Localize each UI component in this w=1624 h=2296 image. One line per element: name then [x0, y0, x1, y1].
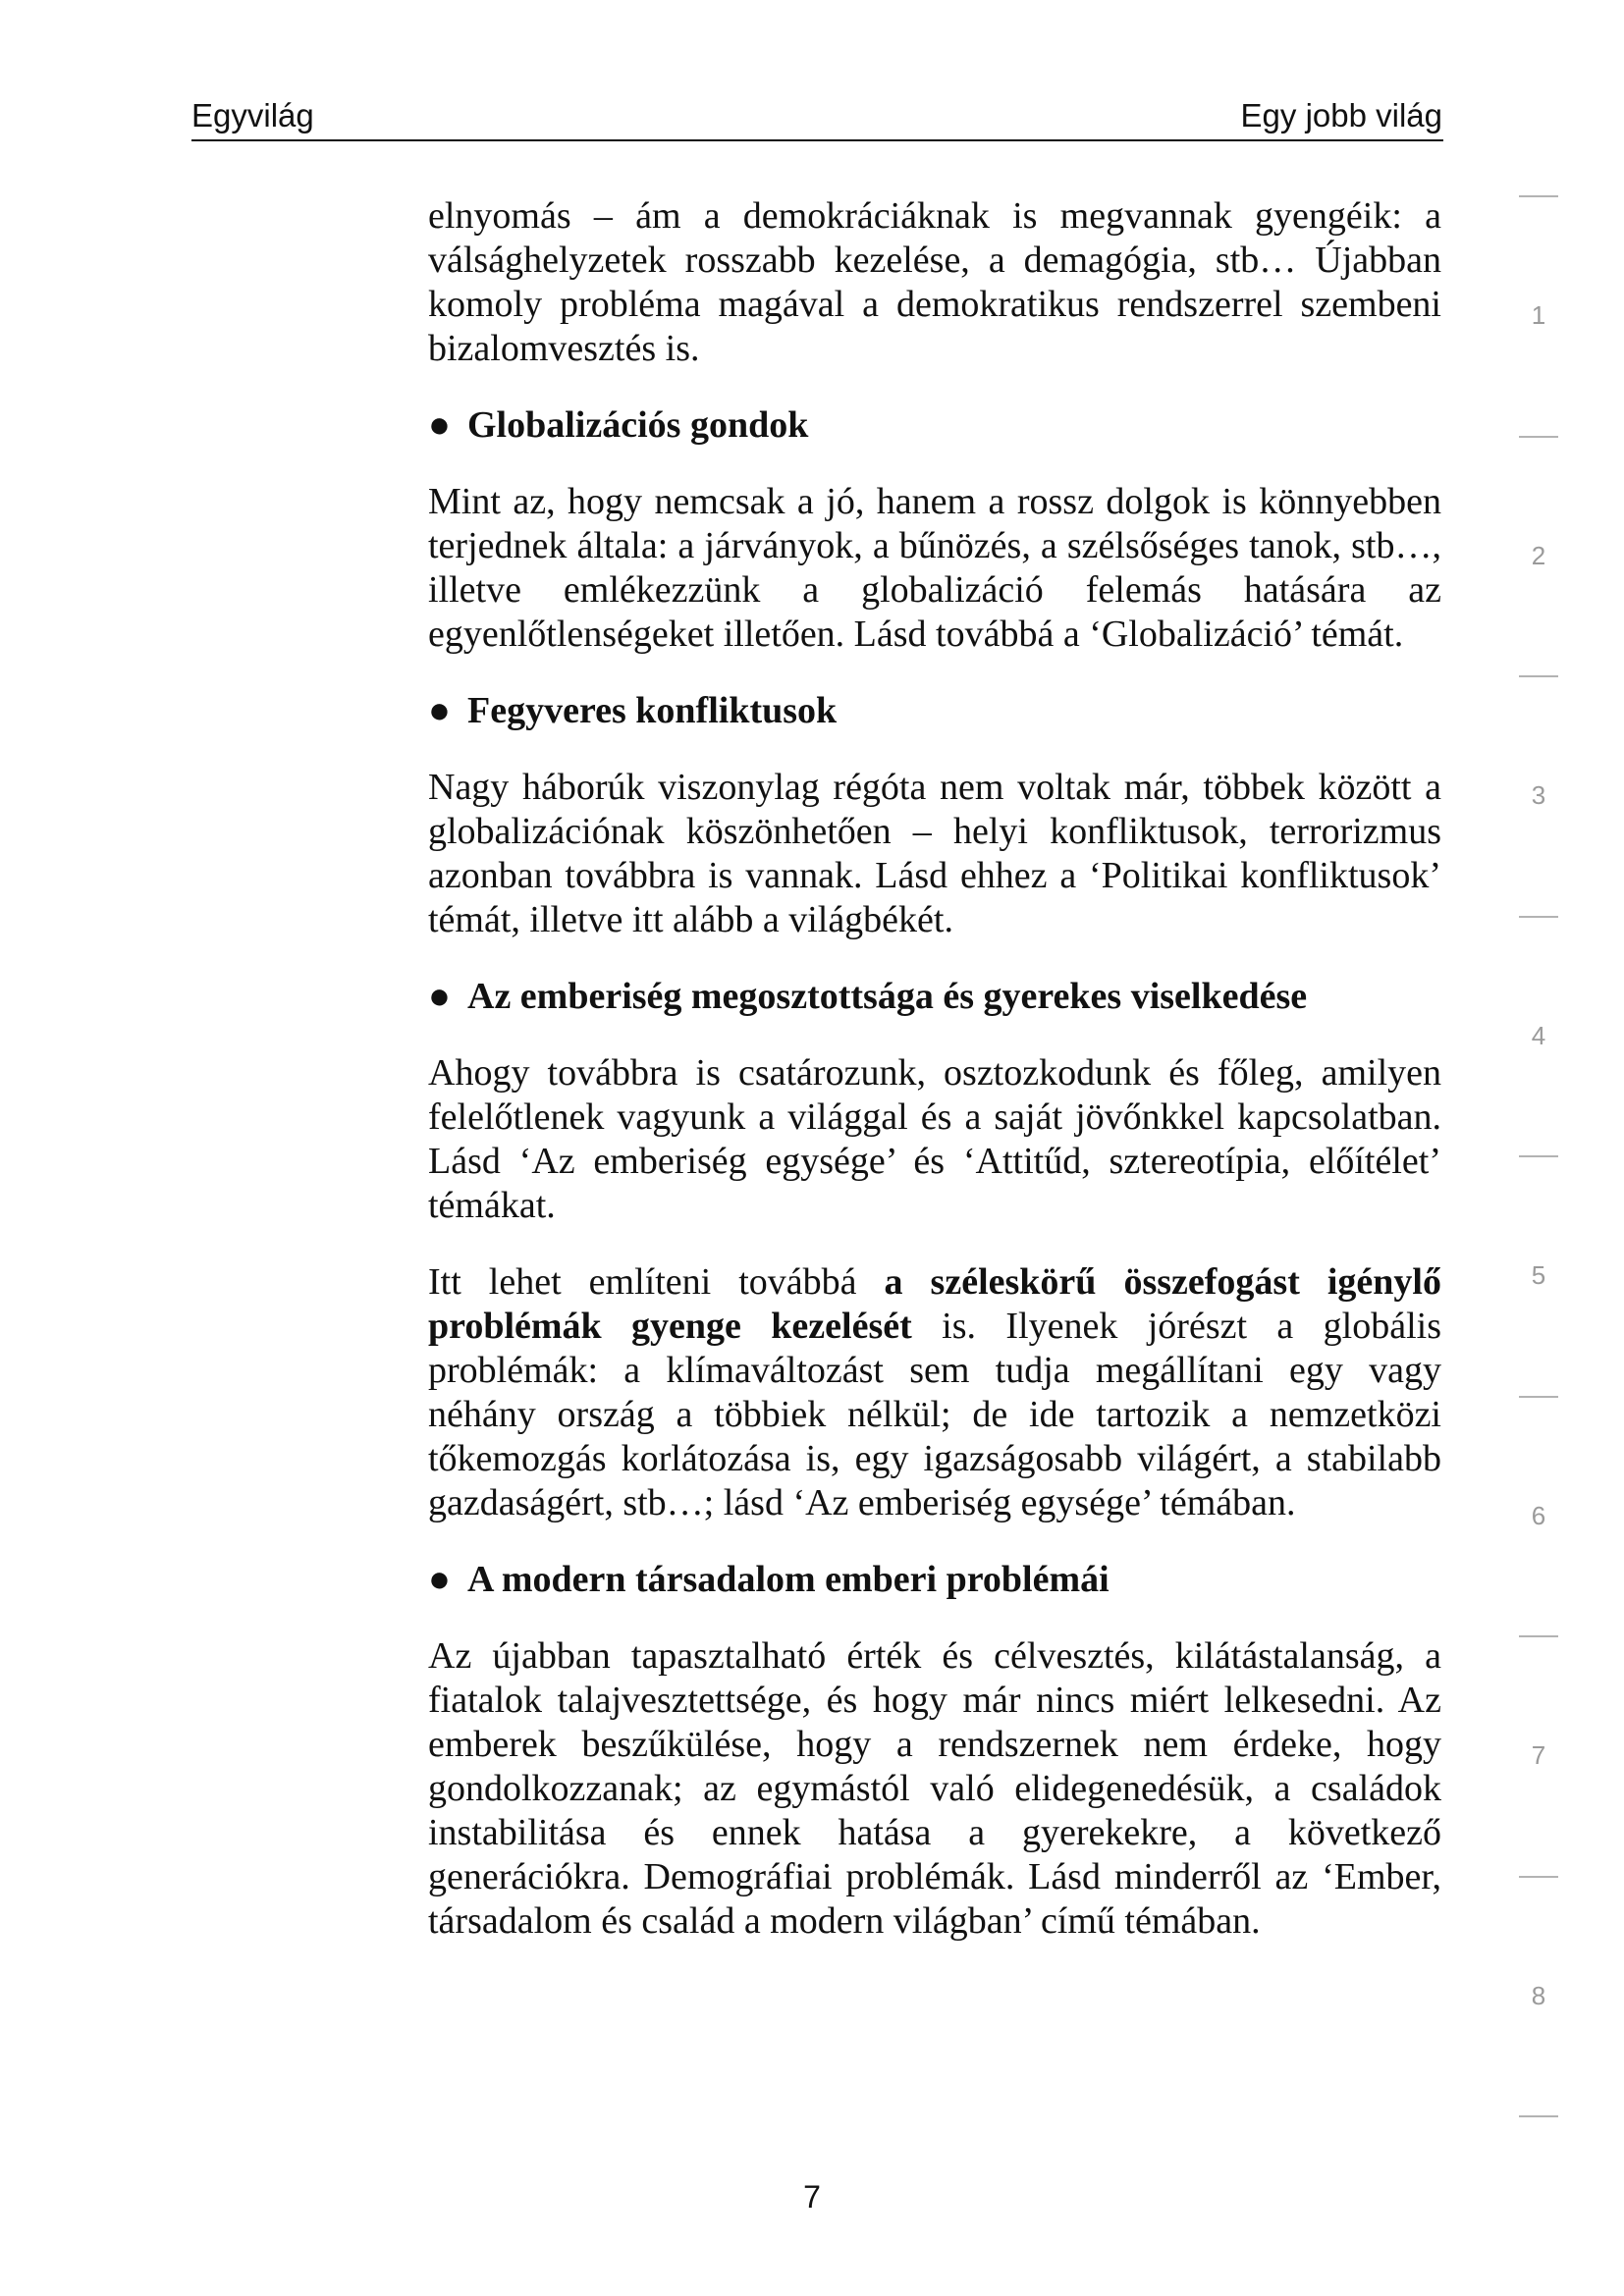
- paragraph-osszefogas: [428, 1260, 1441, 1525]
- section-heading-megosztottsag: [428, 975, 1441, 1019]
- margin-number: 5: [1531, 1260, 1546, 1290]
- margin-line-ruler: [1514, 0, 1563, 2296]
- margin-tick: [1519, 916, 1558, 918]
- margin-number: 1: [1531, 300, 1546, 330]
- paragraph-intro: elnyomás – ám a demokráciáknak is megvannak gyengéik: a válsághelyzetek rosszabb kezelése, a demagógia, stb… Újabban komoly probléma magával a demokratikus rendszerrel szembeni bizalomvesztés is.: [428, 195, 1441, 369]
- margin-tick: [1519, 2115, 1558, 2117]
- bullet-icon: ●: [428, 976, 451, 1017]
- margin-number: 2: [1531, 541, 1546, 570]
- margin-tick: [1519, 436, 1558, 438]
- paragraph-globalizacio: Mint az, hogy nemcsak a jó, hanem a rossz dolgok is könnyebben terjednek általa: a járványok, a bűnözés, a szélsőséges tanok, stb…, illetve emlékezzünk a globalizáció felemás hatására az egyenlőtlenségeket illetően. Lásd továbbá a ‘Globalizáció’ témát.: [428, 481, 1441, 655]
- text-run: Itt lehet említeni továbbá: [428, 1261, 885, 1303]
- section-heading-globalizacio: [428, 403, 1441, 448]
- bullet-icon: ●: [428, 404, 451, 446]
- running-header-left: Egyvilág: [191, 97, 314, 133]
- heading-text: A modern társadalom emberi problémái: [467, 1559, 1110, 1600]
- paragraph-konfliktusok: Nagy háborúk viszonylag régóta nem voltak már, többek között a globalizációnak köszönhetően – helyi konfliktusok, terrorizmus azonban továbbra is vannak. Lásd ehhez a ‘Politikai konfliktusok’ témát, illetve itt alább a világbékét.: [428, 767, 1441, 940]
- section-heading-konfliktusok: [428, 689, 1441, 733]
- text-run-bold: a széleskörű összefogást igénylő problémák gyenge kezelését: [428, 1261, 1441, 1347]
- heading-text: Fegyveres konfliktusok: [467, 690, 838, 731]
- page-number: 7: [803, 2179, 821, 2215]
- margin-tick: [1519, 675, 1558, 677]
- bullet-icon: ●: [428, 690, 451, 731]
- margin-number: 6: [1531, 1501, 1546, 1530]
- margin-tick: [1519, 1155, 1558, 1157]
- header-rule: [191, 139, 1443, 141]
- paragraph-modern-tarsadalom: Az újabban tapasztalható érték és célvesztés, kilátástalanság, a fiatalok talajvesztettsége, és hogy már nincs miért lelkesedni. Az emberek beszűkülése, hogy a rendszernek nem érdeke, hogy gondolkozzanak; az egymástól való elidegenedésük, a családok instabilitása és ennek hatása a gyerekekre, a következő generációkra. Demográfiai problémák. Lásd minderről az ‘Ember, társadalom és család a modern világban’ című témában.: [428, 1635, 1441, 1942]
- margin-number: 8: [1531, 1981, 1546, 2010]
- margin-tick: [1519, 1876, 1558, 1878]
- margin-tick: [1519, 195, 1558, 197]
- body-text: [428, 194, 1441, 1976]
- section-heading-modern-tarsadalom: [428, 1558, 1441, 1602]
- text-run: is. Ilyenek jórészt a globális problémák: a klímaváltozást sem tudja megállítani egy vagy néhány ország a többiek nélkül; de ide tartozik a nemzetközi tőkemozgás korlátozása is, egy igazságosabb világért, a stabilabb gazdaságért, stb…; lásd ‘Az emberiség egysége’ témában.: [428, 1306, 1441, 1523]
- heading-text: Az emberiség megosztottsága és gyerekes viselkedése: [467, 976, 1308, 1017]
- running-header-right: Egy jobb világ: [1240, 97, 1442, 133]
- margin-tick: [1519, 1635, 1558, 1637]
- bullet-icon: ●: [428, 1559, 451, 1600]
- margin-number: 4: [1531, 1021, 1546, 1050]
- margin-number: 7: [1531, 1740, 1546, 1770]
- paragraph-megosztottsag: Ahogy továbbra is csatározunk, osztozkodunk és főleg, amilyen felelőtlenek vagyunk a világgal és a saját jövőnkkel kapcsolatban. Lásd ‘Az emberiség egysége’ és ‘Attitűd, sztereotípia, előítélet’ témákat.: [428, 1052, 1441, 1226]
- margin-number: 3: [1531, 780, 1546, 810]
- margin-tick: [1519, 1396, 1558, 1398]
- heading-text: Globalizációs gondok: [467, 404, 809, 446]
